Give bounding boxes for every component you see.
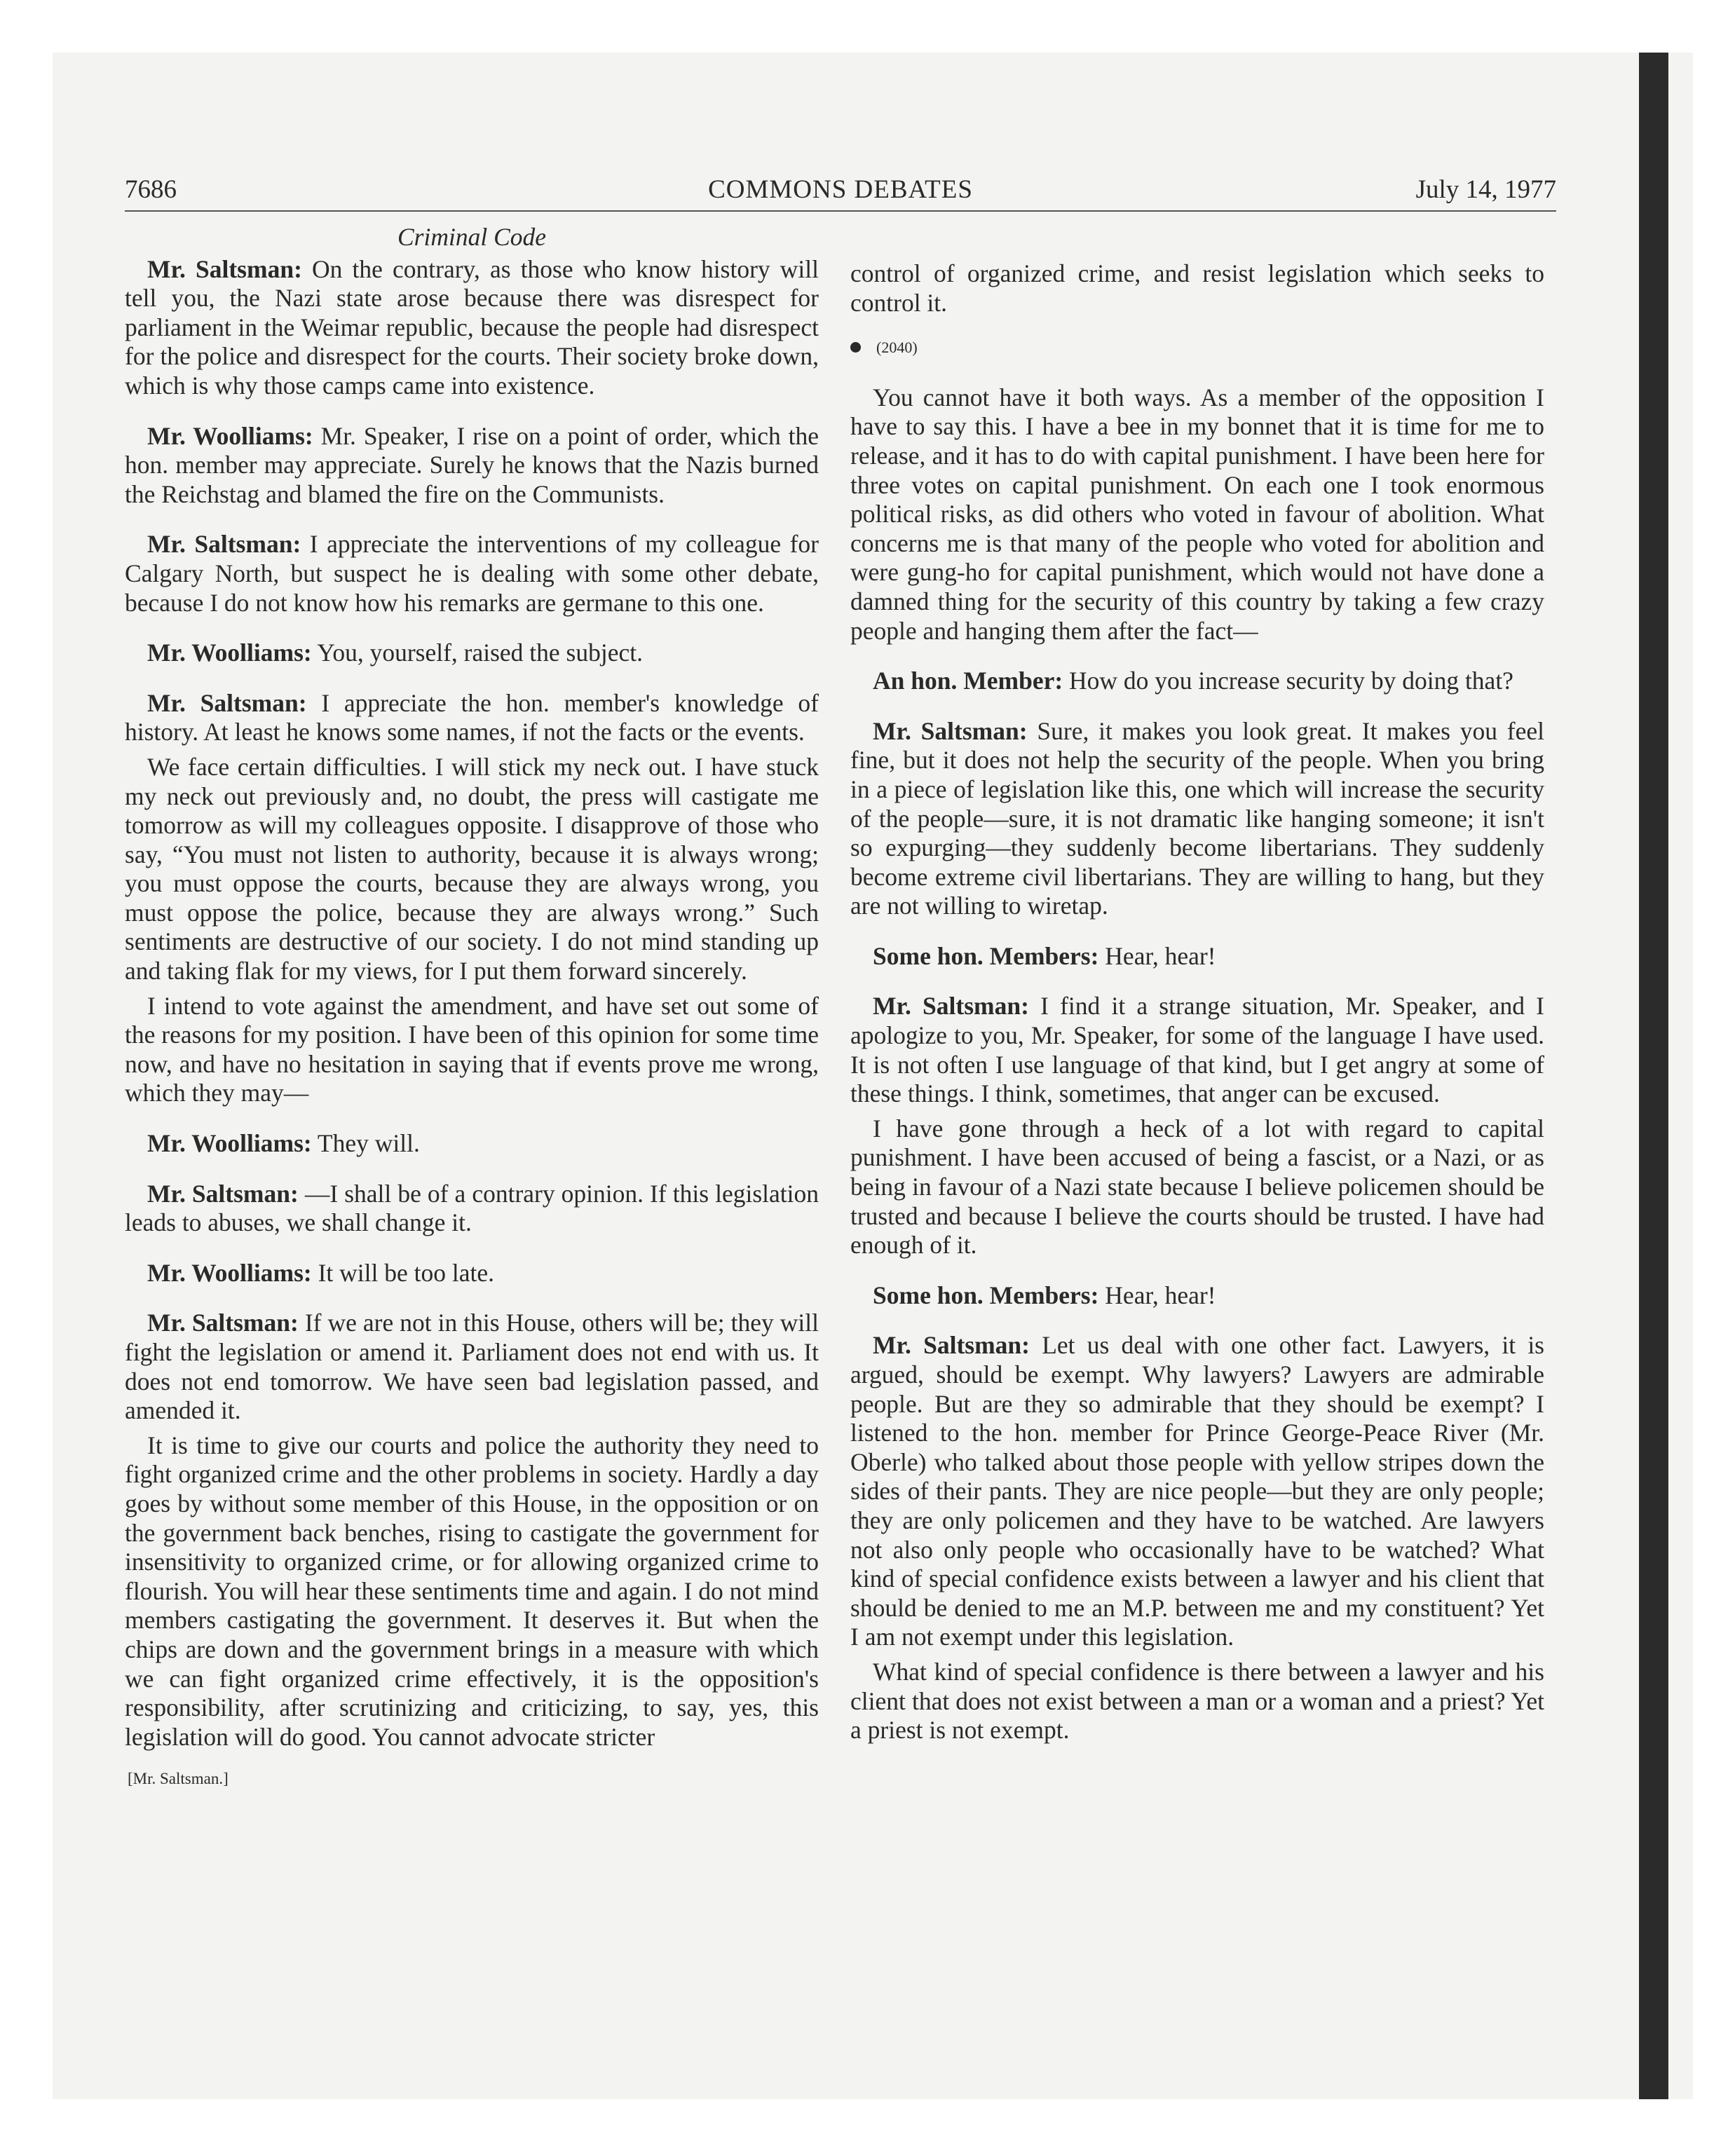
paragraph <box>850 992 1544 1108</box>
speech-text: It is time to give our courts and police the authority they need to fight organized crime and the other problems in society. Hardly a day goes by without some member of this House, in the opposition or on the government back benches, rising to castigate the government for insensitivity to organized crime, or for allowing organized crime to flourish. You will hear these sentiments time and again. I do not mind members castigating the government. It deserves it. But when the chips are down and the government brings in a measure with which we can fight organized crime effectively, it is the opposition's responsibility, after scrutinizing and criticizing, to say, yes, this legislation will do good. You cannot advocate stricter <box>125 1431 819 1751</box>
speaker-name: Mr. Saltsman: <box>147 1179 299 1208</box>
speaker-name: An hon. Member: <box>873 667 1063 695</box>
left-column <box>125 223 819 1794</box>
speaker-name: Mr. Saltsman: <box>147 254 302 283</box>
speaker-name: Mr. Woolliams: <box>147 421 313 450</box>
right-column <box>850 259 1544 1751</box>
speech-text: Hear, hear! <box>1098 1281 1216 1309</box>
page-number: 7686 <box>125 175 177 204</box>
paragraph <box>125 992 819 1108</box>
speaker-name: Some hon. Members: <box>873 1281 1099 1309</box>
paragraph <box>125 255 819 401</box>
paragraph <box>125 1431 819 1752</box>
paragraph <box>850 1331 1544 1652</box>
time-marker-text: (2040) <box>876 339 918 357</box>
paragraph <box>850 942 1544 971</box>
paragraph <box>850 667 1544 696</box>
speech-text: You cannot have it both ways. As a member of the opposition I have to say this. I have a bee in my bonnet that it is time for me to release, and it has to do with capital punishment. I have been here for three votes on capital punishment. On each one I took enormous political risks, as did others who voted in favour of abolition. What concerns me is that many of the people who voted for abolition and were gung-ho for capital punishment, which would not have done a damned thing for the security of this country by taking a few crazy people and hanging them after the fact— <box>850 383 1544 645</box>
speech-text: On the contrary, as those who know history will tell you, the Nazi state arose because there was disrespect for parliament in the Weimar republic, because the people had disrespect for the police and disrespect for the courts. Their society broke down, which is why those camps came into existence. <box>125 254 819 400</box>
continued-paragraph: control of organized crime, and resist legislation which seeks to control it. <box>850 259 1544 317</box>
speech-text: If we are not in this House, others will be; they will fight the legislation or amend it. Parliament does not end with us. It does not end tomorrow. We have seen bad legislation passed, and amended it. <box>125 1309 819 1425</box>
speech-text: I find it a strange situation, Mr. Speaker, and I apologize to you, Mr. Speaker, for some of the language I have used. It is not often I use language of that kind, but I get angry at some of these things. I think, sometimes, that anger can be excused. <box>850 992 1544 1108</box>
paragraph <box>850 383 1544 646</box>
speaker-name: Mr. Saltsman: <box>873 992 1029 1021</box>
speech-text: I appreciate the hon. member's knowledge of history. At least he knows some names, if not the facts or the events. <box>125 688 819 746</box>
speech-text: —I shall be of a contrary opinion. If this legislation leads to abuses, we shall change it. <box>125 1179 819 1237</box>
paragraph <box>850 1281 1544 1311</box>
speaker-name: Mr. Saltsman: <box>147 688 307 717</box>
publication-title: COMMONS DEBATES <box>708 175 973 204</box>
speech-text: Let us deal with one other fact. Lawyers, it is argued, should be exempt. Why lawyers? Lawyers are admirable people. But are they so admirable that they should be exempt? I listened to the hon. member for Prince George-Peace River (Mr. Oberle) who talked about those people with yellow stripes down the sides of their pants. They are nice people—but they are only people; they are only policemen and they have to be watched. Are lawyers not also only people who occasionally have to be watched? What kind of special confidence exists between a lawyer and his client that should be denied to me an M.P. between me and my constituent? Yet I am not exempt under this legislation. <box>850 1331 1544 1651</box>
time-marker <box>850 333 1544 362</box>
bullet-icon <box>850 342 861 353</box>
speaker-name: Some hon. Members: <box>873 941 1099 970</box>
paragraph <box>850 717 1544 921</box>
paragraph <box>125 1259 819 1288</box>
paragraph <box>125 1129 819 1159</box>
speaker-name: Mr. Saltsman: <box>147 1309 299 1337</box>
page-header <box>125 168 1556 212</box>
speech-text: I have gone through a heck of a lot with regard to capital punishment. I have been accused of being a fascist, or a Nazi, or as being in favour of a Nazi state because I believe policemen should be trusted and because I believe the courts should be trusted. I have had enough of it. <box>850 1114 1544 1260</box>
section-title: Criminal Code <box>397 223 547 251</box>
paragraph <box>125 639 819 668</box>
speaker-name: Mr. Saltsman: <box>873 1331 1030 1360</box>
paragraph <box>125 689 819 747</box>
speaker-name: Mr. Saltsman: <box>147 530 301 559</box>
speech-text: Sure, it makes you look great. It makes you feel fine, but it does not help the security of the people. When you bring in a piece of legislation like this, one which will increase the security of the people—sure, it is not dramatic like hanging someone; it isn't so expurging—they suddenly become libertarians. They suddenly become extreme civil libertarians. They are willing to hang, but they are not willing to wiretap. <box>850 716 1545 920</box>
paragraph <box>850 1114 1544 1260</box>
scan-edge-shadow <box>1639 53 1668 2099</box>
paragraph <box>125 422 819 510</box>
speech-text: We face certain difficulties. I will stick my neck out. I have stuck my neck out previously and, no doubt, the press will castigate me tomorrow as will my colleagues opposite. I disapprove of those who say, “You must not listen to authority, because it is always wrong; you must oppose the courts, because they are always wrong, you must oppose the police, because they are always wrong.” Such sentiments are destructive of our society. I do not mind standing up and taking flak for my views, for I put them forward sincerely. <box>125 752 819 985</box>
speech-text: You, yourself, raised the subject. <box>311 639 643 667</box>
speaker-name: Mr. Woolliams: <box>147 1258 312 1287</box>
paragraph <box>125 1180 819 1238</box>
paragraph <box>125 1309 819 1425</box>
paragraph <box>125 530 819 618</box>
speech-text: Hear, hear! <box>1098 941 1216 970</box>
speech-text: It will be too late. <box>311 1258 494 1287</box>
paragraph <box>850 1658 1544 1745</box>
speaker-footer: [Mr. Saltsman.] <box>128 1770 229 1788</box>
speech-text: What kind of special confidence is there between a lawyer and his client that does not exist between a man or a woman and a priest? Yet a priest is not exempt. <box>850 1657 1544 1745</box>
speech-text: They will. <box>311 1129 420 1158</box>
paragraph <box>125 753 819 986</box>
speech-text: I appreciate the interventions of my colleague for Calgary North, but suspect he is dealing with some other debate, because I do not know how his remarks are germane to this one. <box>125 530 819 617</box>
speaker-name: Mr. Woolliams: <box>147 639 312 667</box>
speaker-name: Mr. Woolliams: <box>147 1129 312 1158</box>
speech-text: How do you increase security by doing that? <box>1063 667 1513 695</box>
speech-text: I intend to vote against the amendment, and have set out some of the reasons for my position. I have been of this opinion for some time now, and have no hesitation in saying that if events prove me wrong, which they may— <box>125 991 819 1107</box>
speaker-name: Mr. Saltsman: <box>873 716 1028 745</box>
speech-text: Mr. Speaker, I rise on a point of order, which the hon. member may appreciate. Surely he knows that the Nazis burned the Reichstag and blamed the fire on the Communists. <box>125 421 819 508</box>
page-date: July 14, 1977 <box>1415 175 1556 204</box>
